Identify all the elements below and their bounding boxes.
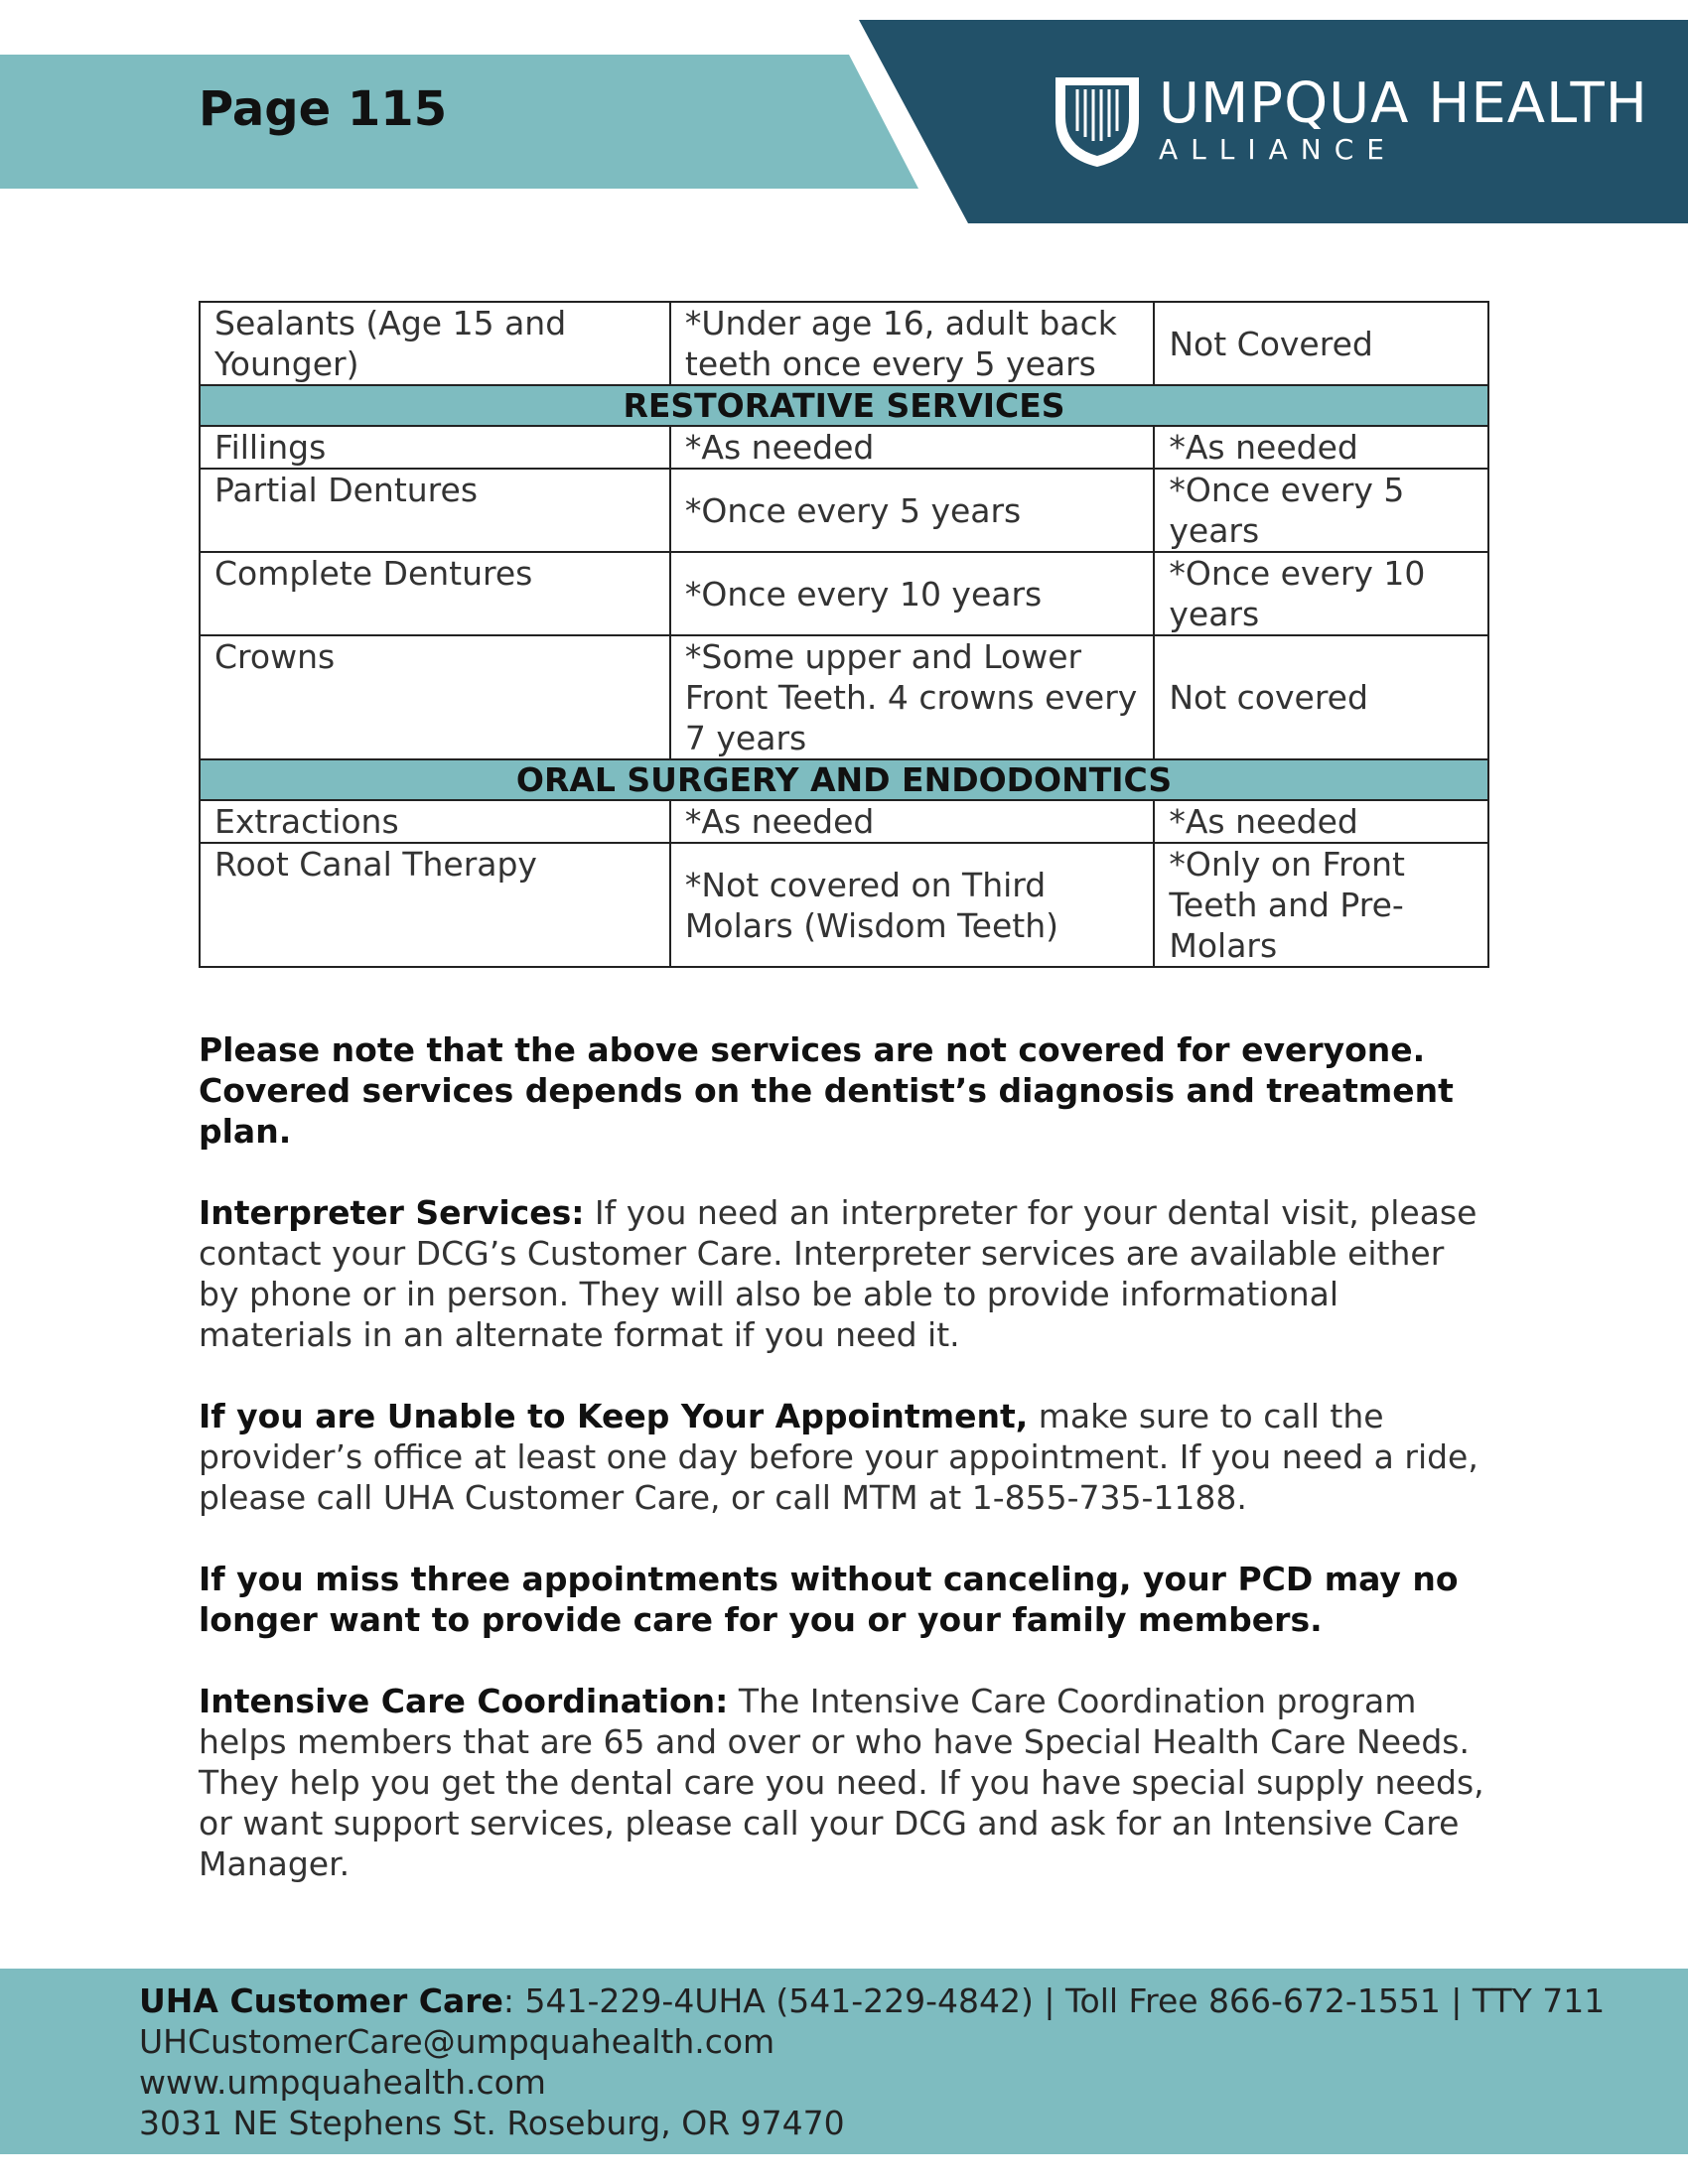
appointment-text: make sure to call the provider’s office at least one day before your appointment. If you need a ride, please call UHA Customer Care, or call MTM at 1-855-735-1188. [199,1397,1478,1517]
table-row [200,469,1488,552]
table-cell: Complete Dentures [200,552,670,635]
table-cell: Partial Dentures [200,469,670,552]
section-header: RESTORATIVE SERVICES [200,385,1488,426]
appointment-paragraph [199,1396,1489,1518]
coverage-note: Please note that the above services are not covered for everyone. Covered services depends on the dentist’s diagnosis and treatment plan. [199,1030,1454,1151]
footer-website[interactable]: www.umpquahealth.com [139,2063,546,2102]
notes-section [199,1029,1489,1925]
icc-paragraph [199,1681,1489,1884]
footer-email[interactable]: UHCustomerCare@umpquahealth.com [139,2022,775,2061]
customer-care-label: UHA Customer Care [139,1981,503,2020]
footer-address: 3031 NE Stephens St. Roseburg, OR 97470 [139,2104,845,2142]
table-cell: Not covered [1154,635,1488,759]
appointment-title: If you are Unable to Keep Your Appointment, [199,1397,1029,1435]
table-row [200,426,1488,469]
missed-appointments-note: If you miss three appointments without canceling, your PCD may no longer want to provide care for you or your family members. [199,1560,1459,1639]
table-cell: *Under age 16, adult back teeth once every 5 years [670,302,1154,385]
table-cell: *As needed [1154,800,1488,843]
icc-text: The Intensive Care Coordination program helps members that are 65 and over or who have Special Health Care Needs. They help you get the dental care you need. If you have special supply needs, or want support services, please call your DCG and ask for an Intensive Care Manager. [199,1682,1484,1883]
table-row [200,302,1488,385]
table-cell: *As needed [670,426,1154,469]
table-cell: *Once every 10 years [670,552,1154,635]
interpreter-title: Interpreter Services: [199,1193,585,1232]
table-row [200,635,1488,759]
footer-contact [139,1980,1605,2143]
table-cell: *Not covered on Third Molars (Wisdom Teeth) [670,843,1154,967]
table-cell: Root Canal Therapy [200,843,670,967]
interpreter-text: If you need an interpreter for your dental visit, please contact your DCG’s Customer Care. Interpreter services are available either by phone or in person. They will also be able to provide informational materials in an alternate format if you need it. [199,1193,1477,1354]
table-row [200,552,1488,635]
umpqua-shield-icon [1048,71,1147,171]
section-header-row [200,385,1488,426]
table-cell: *As needed [1154,426,1488,469]
footer-phone-line [139,1980,1605,2021]
logo-title: UMPQUA HEALTH [1159,71,1648,136]
table-cell: *As needed [670,800,1154,843]
icc-title: Intensive Care Coordination: [199,1682,729,1720]
section-header: ORAL SURGERY AND ENDODONTICS [200,759,1488,800]
table-cell: Fillings [200,426,670,469]
table-cell: *Once every 5 years [1154,469,1488,552]
table-cell: *Only on Front Teeth and Pre-Molars [1154,843,1488,967]
logo-subtitle: ALLIANCE [1159,133,1397,166]
table-cell: Not Covered [1154,302,1488,385]
dental-coverage-table [199,301,1489,968]
interpreter-paragraph [199,1192,1489,1355]
header-band-left [0,55,918,189]
customer-care-phones: : 541-229-4UHA (541-229-4842) | Toll Free 866-672-1551 | TTY 711 [502,1981,1606,2020]
table-row [200,843,1488,967]
footer [0,1969,1688,2154]
page-number: Page 115 [199,81,448,137]
table-cell: Extractions [200,800,670,843]
table-cell: *Once every 10 years [1154,552,1488,635]
table-cell: Sealants (Age 15 and Younger) [200,302,670,385]
umpqua-logo [1048,71,1648,171]
section-header-row [200,759,1488,800]
table-cell: Crowns [200,635,670,759]
table-cell: *Some upper and Lower Front Teeth. 4 crowns every 7 years [670,635,1154,759]
table-cell: *Once every 5 years [670,469,1154,552]
table-row [200,800,1488,843]
